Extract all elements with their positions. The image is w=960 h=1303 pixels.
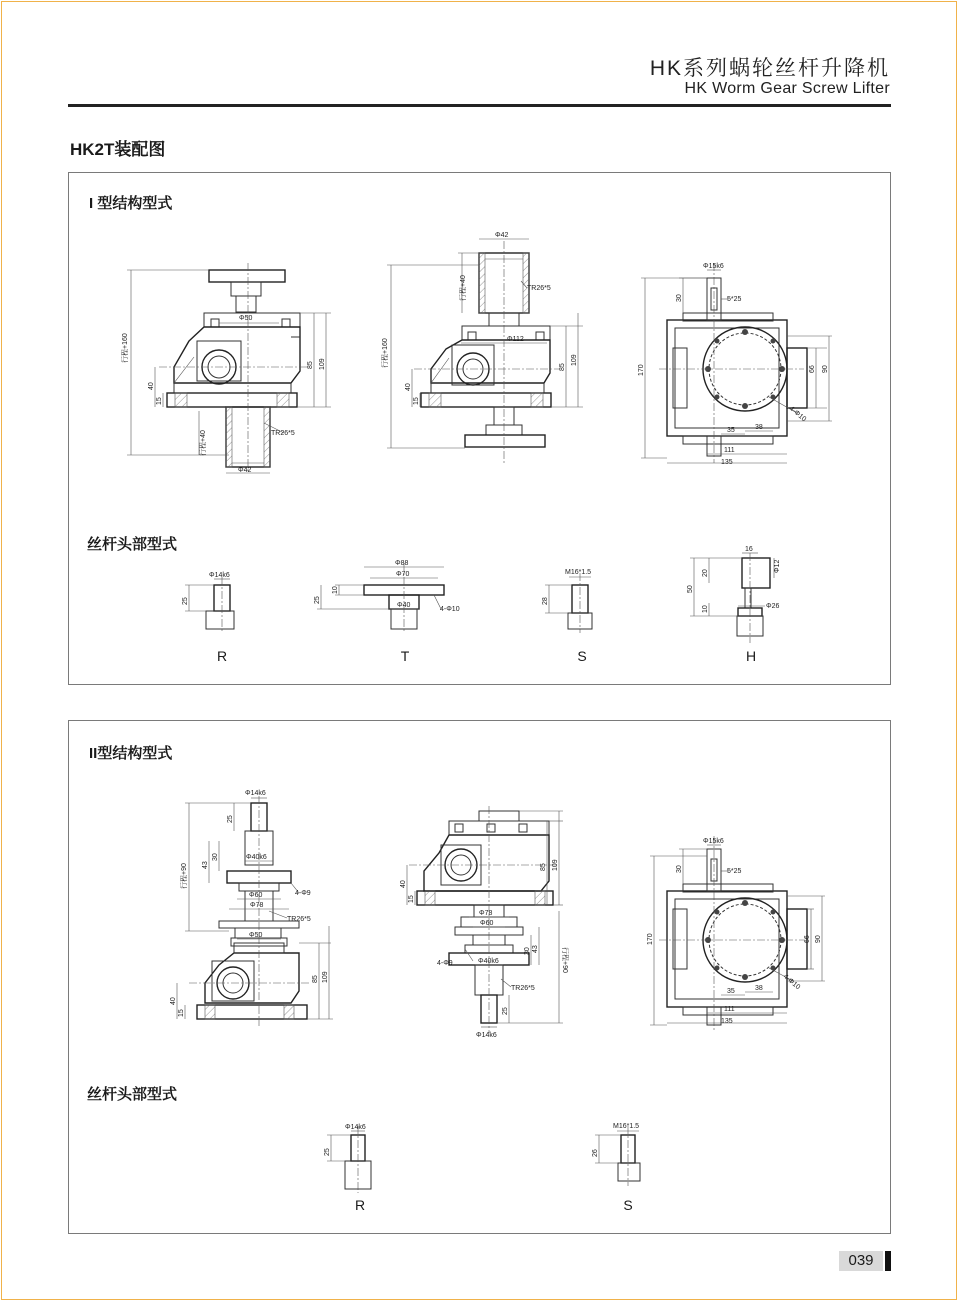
p1m-d85: 85 bbox=[559, 363, 566, 371]
panel2-letter-s: S bbox=[623, 1197, 633, 1213]
p2r-d111: 111 bbox=[724, 1006, 735, 1013]
panel1-drawing-mid bbox=[380, 232, 583, 463]
p1r-phi15: Φ15k6 bbox=[703, 263, 724, 270]
p2m-phi78: Φ78 bbox=[479, 910, 493, 917]
panel1-head-t bbox=[314, 560, 460, 633]
p1l-stroke160: 行程+160 bbox=[122, 333, 129, 363]
p2r-key: 5*25 bbox=[727, 868, 742, 875]
p2l-d109: 109 bbox=[322, 971, 329, 983]
p2l-stroke90: 行程+90 bbox=[181, 863, 188, 889]
p2m-d25: 25 bbox=[502, 1007, 509, 1015]
panel2-drawing-right bbox=[647, 836, 825, 1031]
panel2-head-heading: 丝杆头部型式 bbox=[87, 1086, 178, 1103]
p2m-d40: 40 bbox=[400, 880, 407, 888]
p2-headR-h: 25 bbox=[324, 1148, 331, 1156]
p2r-d38: 38 bbox=[755, 985, 763, 992]
p2r-d66: 66 bbox=[804, 935, 811, 943]
p1-headH-h10: 10 bbox=[702, 605, 709, 613]
p2l-holes: 4-Φ9 bbox=[295, 890, 311, 897]
panel2-drawing-left bbox=[170, 790, 333, 1026]
header-title-cn: HK系列蜗轮丝杆升降机 bbox=[649, 57, 890, 80]
p1l-tr: TR26*5 bbox=[271, 430, 295, 437]
p1m-d109: 109 bbox=[571, 354, 578, 366]
p2-headR-phi: Φ14k6 bbox=[345, 1124, 366, 1131]
p1r-d66: 66 bbox=[809, 365, 816, 373]
p1-headH-phi12: Φ12 bbox=[774, 559, 781, 573]
panel2-head-r bbox=[324, 1124, 371, 1193]
p1l-phi50: Φ50 bbox=[239, 315, 253, 322]
p1l-stroke40: 行程+40 bbox=[200, 430, 207, 456]
panel1-head-s bbox=[542, 569, 592, 633]
page-tab-marker bbox=[885, 1251, 891, 1271]
p2l-phi60: Φ60 bbox=[249, 892, 263, 899]
p1l-d109: 109 bbox=[319, 358, 326, 370]
page-number: 039 bbox=[839, 1251, 883, 1271]
p2m-tr: TR26*5 bbox=[511, 985, 535, 992]
panel1-head-heading: 丝杆头部型式 bbox=[87, 536, 178, 553]
p1m-d40: 40 bbox=[405, 383, 412, 391]
panel-type-1 bbox=[68, 172, 891, 685]
p1l-d85: 85 bbox=[307, 361, 314, 369]
p2l-tr: TR26*5 bbox=[287, 916, 311, 923]
p1-headR-phi: Φ14k6 bbox=[209, 572, 230, 579]
p2m-stroke90: 行程+90 bbox=[561, 947, 568, 973]
p2m-d15: 15 bbox=[408, 895, 415, 903]
panel1-drawings bbox=[69, 173, 890, 684]
p1m-stroke40: 行程+40 bbox=[460, 275, 467, 301]
p2m-d85: 85 bbox=[540, 863, 547, 871]
p1-headT-phi88: Φ88 bbox=[395, 560, 409, 567]
p1m-phi42: Φ42 bbox=[495, 232, 509, 239]
p1r-d135: 135 bbox=[721, 459, 733, 466]
p2m-d30: 30 bbox=[524, 947, 531, 955]
p2r-phi15: Φ15k6 bbox=[703, 838, 724, 845]
panel1-head-h bbox=[687, 546, 781, 643]
p1-headT-h25: 25 bbox=[314, 596, 321, 604]
p1-headS-h: 28 bbox=[542, 597, 549, 605]
panel-type-2 bbox=[68, 720, 891, 1234]
panel2-drawings bbox=[69, 721, 890, 1233]
panel2-heading: II型结构型式 bbox=[89, 745, 173, 762]
p2r-d35: 35 bbox=[727, 988, 735, 995]
p1-headH-w16: 16 bbox=[745, 546, 753, 553]
p2r-holes: 4-Φ10 bbox=[781, 973, 802, 992]
header-rule bbox=[68, 104, 891, 107]
header-title-en: HK Worm Gear Screw Lifter bbox=[684, 80, 890, 97]
p2r-d30: 30 bbox=[676, 865, 683, 873]
panel1-letter-t: T bbox=[400, 648, 410, 664]
p1-headT-phi40: Φ40 bbox=[397, 602, 411, 609]
panel2-drawing-mid bbox=[400, 806, 570, 1039]
p1r-d111: 111 bbox=[724, 447, 735, 454]
p2-headS-thread: M16*1.5 bbox=[613, 1123, 640, 1130]
p2l-phi78: Φ78 bbox=[250, 902, 264, 909]
p1r-holes: 4-Φ10 bbox=[787, 405, 808, 424]
p2l-phi40: Φ40k6 bbox=[246, 854, 267, 861]
p2l-d43: 43 bbox=[202, 861, 209, 869]
panel1-letter-h: H bbox=[745, 648, 757, 664]
p1-headH-h50: 50 bbox=[687, 585, 694, 593]
p2m-phi60: Φ60 bbox=[480, 920, 494, 927]
section-title: HK2T装配图 bbox=[70, 140, 166, 159]
panel2-head-s bbox=[592, 1123, 640, 1186]
panel1-letter-r: R bbox=[216, 648, 228, 664]
p1r-key: 5*25 bbox=[727, 296, 742, 303]
p2m-holes: 4-Φ9 bbox=[437, 960, 453, 967]
p2m-phi40: Φ40k6 bbox=[478, 958, 499, 965]
p1-headH-h20: 20 bbox=[702, 569, 709, 577]
p1-headT-phi70: Φ70 bbox=[396, 571, 410, 578]
p1-headT-holes: 4-Φ10 bbox=[440, 606, 460, 613]
p1-headR-h: 25 bbox=[182, 597, 189, 605]
p2m-d43: 43 bbox=[532, 945, 539, 953]
p1m-stroke160: 行程+160 bbox=[382, 338, 389, 368]
p2r-d135: 135 bbox=[721, 1018, 733, 1025]
p2-headS-h: 26 bbox=[592, 1149, 599, 1157]
p2m-phi14: Φ14k6 bbox=[476, 1032, 497, 1039]
panel1-drawing-right bbox=[638, 263, 832, 466]
p2l-phi14: Φ14k6 bbox=[245, 790, 266, 797]
p1l-d15: 15 bbox=[156, 397, 163, 405]
panel1-heading: I 型结构型式 bbox=[89, 195, 173, 212]
p2l-d15: 15 bbox=[178, 1009, 185, 1017]
p2l-d30: 30 bbox=[212, 853, 219, 861]
p2r-d90: 90 bbox=[815, 935, 822, 943]
panel2-letter-r: R bbox=[354, 1197, 366, 1213]
p1r-d35: 35 bbox=[727, 427, 735, 434]
p1m-d15: 15 bbox=[413, 397, 420, 405]
p1-headH-phi26: Φ26 bbox=[766, 603, 780, 610]
p1-headT-h10: 10 bbox=[332, 586, 339, 594]
p1-headS-thread: M16*1.5 bbox=[565, 569, 592, 576]
p2l-d40: 40 bbox=[170, 997, 177, 1005]
panel1-letter-s: S bbox=[577, 648, 587, 664]
p1m-tr: TR26*5 bbox=[527, 285, 551, 292]
p1l-d40: 40 bbox=[148, 382, 155, 390]
p2l-d25: 25 bbox=[227, 815, 234, 823]
panel1-drawing-left bbox=[120, 263, 331, 474]
p1r-d30: 30 bbox=[676, 294, 683, 302]
p1r-d90: 90 bbox=[822, 365, 829, 373]
p2m-d109: 109 bbox=[552, 859, 559, 871]
panel1-head-r bbox=[182, 572, 234, 633]
p2l-phi50: Φ50 bbox=[249, 932, 263, 939]
p1m-phi112: Φ112 bbox=[507, 336, 524, 343]
p2l-d85: 85 bbox=[312, 975, 319, 983]
p1r-d38: 38 bbox=[755, 424, 763, 431]
p1l-phi42: Φ42 bbox=[238, 467, 252, 474]
p1r-d170: 170 bbox=[638, 364, 645, 376]
p2r-d170: 170 bbox=[647, 933, 654, 945]
